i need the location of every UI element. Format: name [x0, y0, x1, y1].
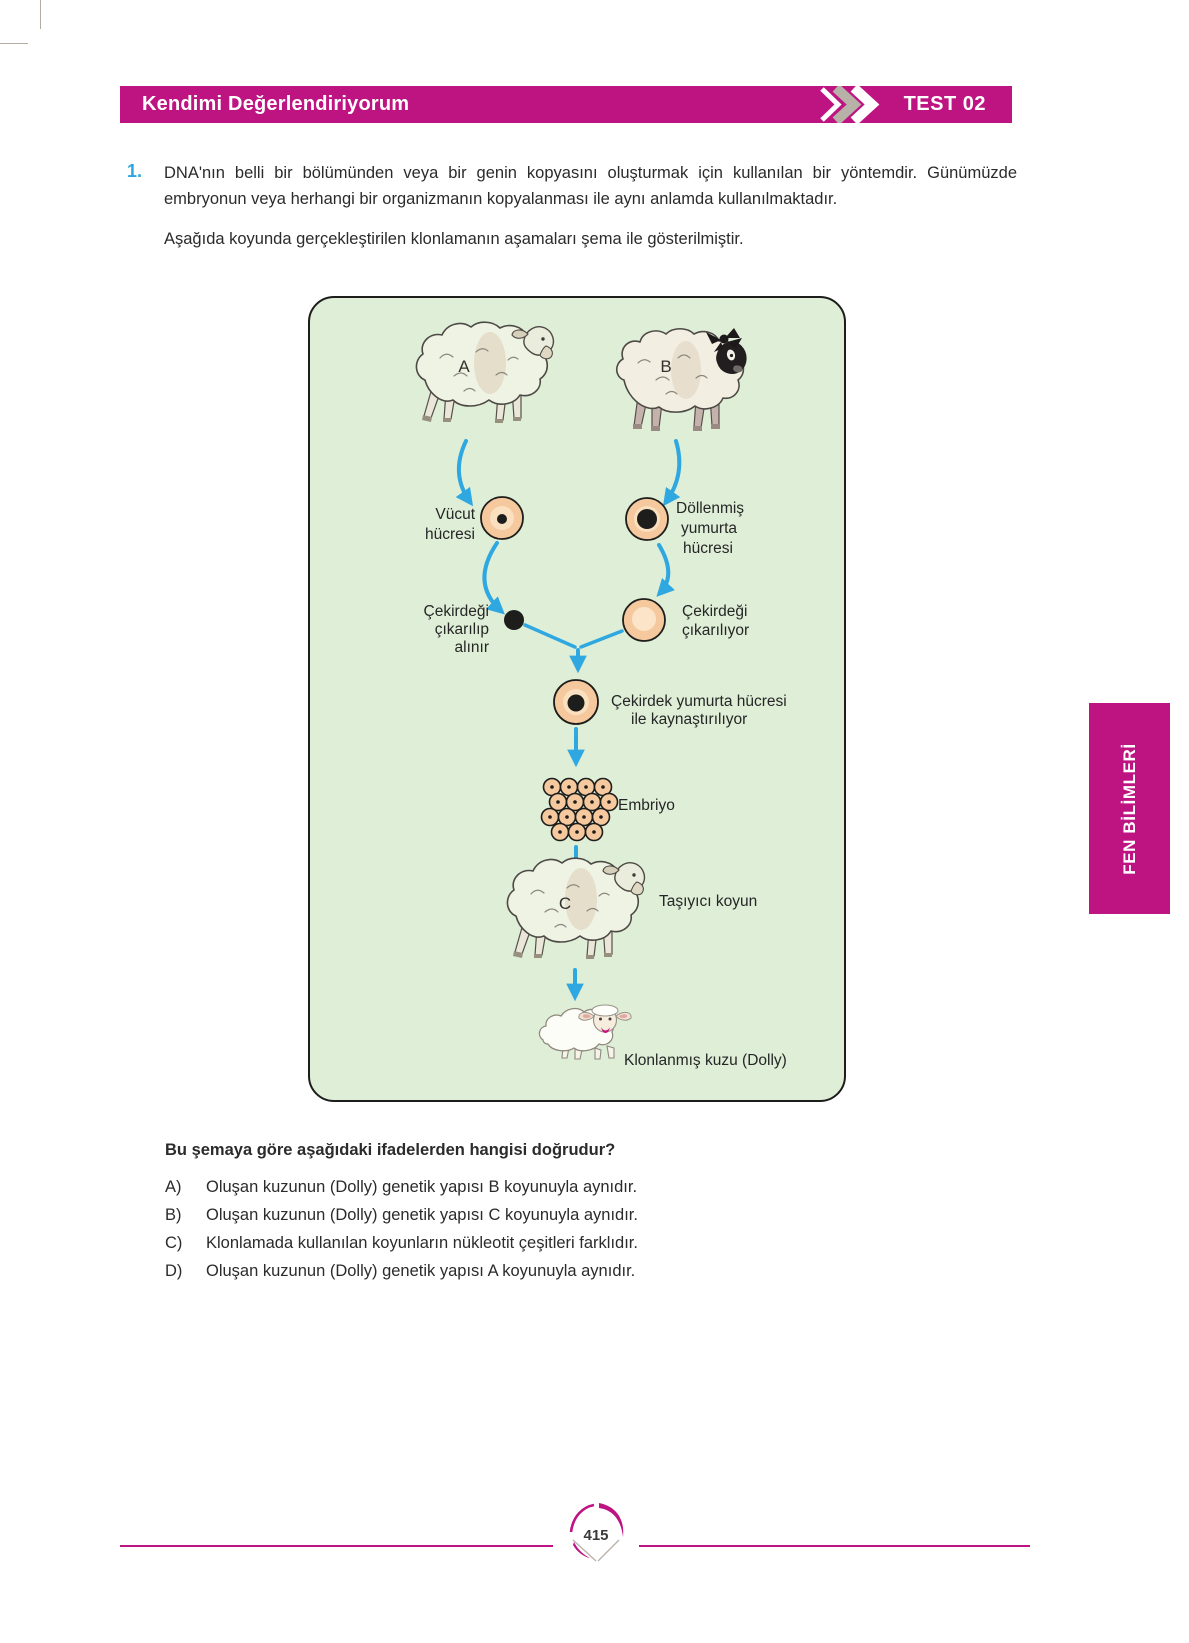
header-title: Kendimi Değerlendiriyorum	[142, 93, 410, 115]
question-number: 1.	[127, 161, 143, 181]
removed-nucleus	[504, 610, 524, 630]
header-bar	[120, 86, 1012, 123]
nucleus-taken-label-line3: alınır	[454, 639, 489, 656]
arrow-sheep-b-to-cell	[666, 441, 679, 502]
option-d-letter: D)	[165, 1262, 183, 1280]
option-a	[165, 1178, 638, 1197]
fertilized-egg-label-line3: hücresi	[683, 540, 733, 557]
test-number-label: TEST 02	[903, 93, 986, 115]
nucleus-taken-label-line1: Çekirdeği	[423, 603, 489, 620]
option-c-text: Klonlamada kullanılan koyunların nükleotit çeşitleri farklıdır.	[206, 1234, 638, 1252]
page-number: 415	[583, 1527, 609, 1544]
nucleus-taken-label-line2: çıkarılıp	[434, 621, 489, 638]
option-b	[165, 1206, 638, 1225]
sheep-a-letter: A	[458, 357, 470, 376]
enucleated-egg-cell	[623, 599, 665, 641]
fusion-line-left	[525, 625, 575, 647]
double-chevron-icon	[814, 86, 888, 123]
option-a-text: Oluşan kuzunun (Dolly) genetik yapısı B koyunuyla aynıdır.	[206, 1178, 638, 1196]
option-b-letter: B)	[165, 1206, 182, 1224]
sheep-c-illustration	[507, 858, 644, 959]
nucleus-removed-label-line1: Çekirdeği	[682, 603, 748, 620]
page-number-badge	[561, 1498, 631, 1568]
option-d-text: Oluşan kuzunun (Dolly) genetik yapısı A koyunuyla aynıdır.	[206, 1262, 636, 1280]
body-cell	[481, 497, 523, 539]
question-paragraph-2: Aşağıda koyunda gerçekleştirilen klonlamanın aşamaları şema ile gösterilmiştir.	[164, 230, 744, 248]
fusion-label-line2: ile kaynaştırılıyor	[631, 711, 748, 728]
fused-cell	[554, 680, 598, 724]
footer-rule-left	[120, 1545, 553, 1547]
sheep-b-letter: B	[660, 357, 672, 376]
cloned-lamb-label: Klonlanmış kuzu (Dolly)	[624, 1052, 787, 1069]
footer-rule-right	[639, 1545, 1030, 1547]
embryo-label: Embriyo	[618, 797, 675, 814]
body-cell-label-line1: Vücut	[435, 506, 475, 523]
nucleus-removed-label-line2: çıkarılıyor	[682, 622, 750, 639]
side-tab-fen-bilimleri	[1089, 703, 1170, 914]
question-paragraph-1: DNA'nın belli bir bölümünden veya bir genin kopyasını oluşturmak için kullanılan bir yöntemdir. Günümüzde embryonun veya herhangi bir organizmanın kopyalanması ile aynı anlamda kullanılmaktadır.	[164, 164, 1017, 208]
sheep-b-illustration	[617, 328, 746, 431]
option-c	[165, 1234, 638, 1253]
arrow-sheep-a-to-cell	[459, 441, 470, 502]
fertilized-egg-label-line1: Döllenmiş	[676, 500, 745, 517]
option-d	[165, 1262, 638, 1281]
crop-mark-horizontal	[0, 43, 28, 44]
option-c-letter: C)	[165, 1234, 183, 1252]
body-cell-label-line2: hücresi	[425, 526, 475, 543]
fertilized-egg-cell	[626, 498, 668, 540]
sheep-a-illustration	[416, 322, 553, 423]
option-b-text: Oluşan kuzunun (Dolly) genetik yapısı C koyunuyla aynıdır.	[206, 1206, 638, 1224]
crop-mark-vertical	[40, 0, 41, 29]
fusion-line-right	[581, 631, 622, 647]
cloned-lamb-illustration	[539, 1005, 631, 1059]
header-right	[814, 86, 1012, 123]
fusion-label-line1: Çekirdek yumurta hücresi	[611, 693, 787, 710]
question-stem: Bu şemaya göre aşağıdaki ifadelerden hangisi doğrudur?	[165, 1141, 616, 1159]
sheep-c-letter: C	[558, 894, 572, 913]
carrier-sheep-label: Taşıyıcı koyun	[659, 893, 758, 910]
arrow-cell-to-nucleus	[484, 543, 501, 611]
answer-options	[165, 1178, 638, 1290]
question-1	[127, 160, 1017, 252]
arrow-cell-to-enucleated	[659, 545, 668, 593]
side-tab-label: FEN BİLİMLERİ	[1119, 742, 1139, 875]
cloning-diagram	[308, 296, 846, 1102]
option-a-letter: A)	[165, 1178, 182, 1196]
fertilized-egg-label-line2: yumurta	[681, 520, 737, 537]
